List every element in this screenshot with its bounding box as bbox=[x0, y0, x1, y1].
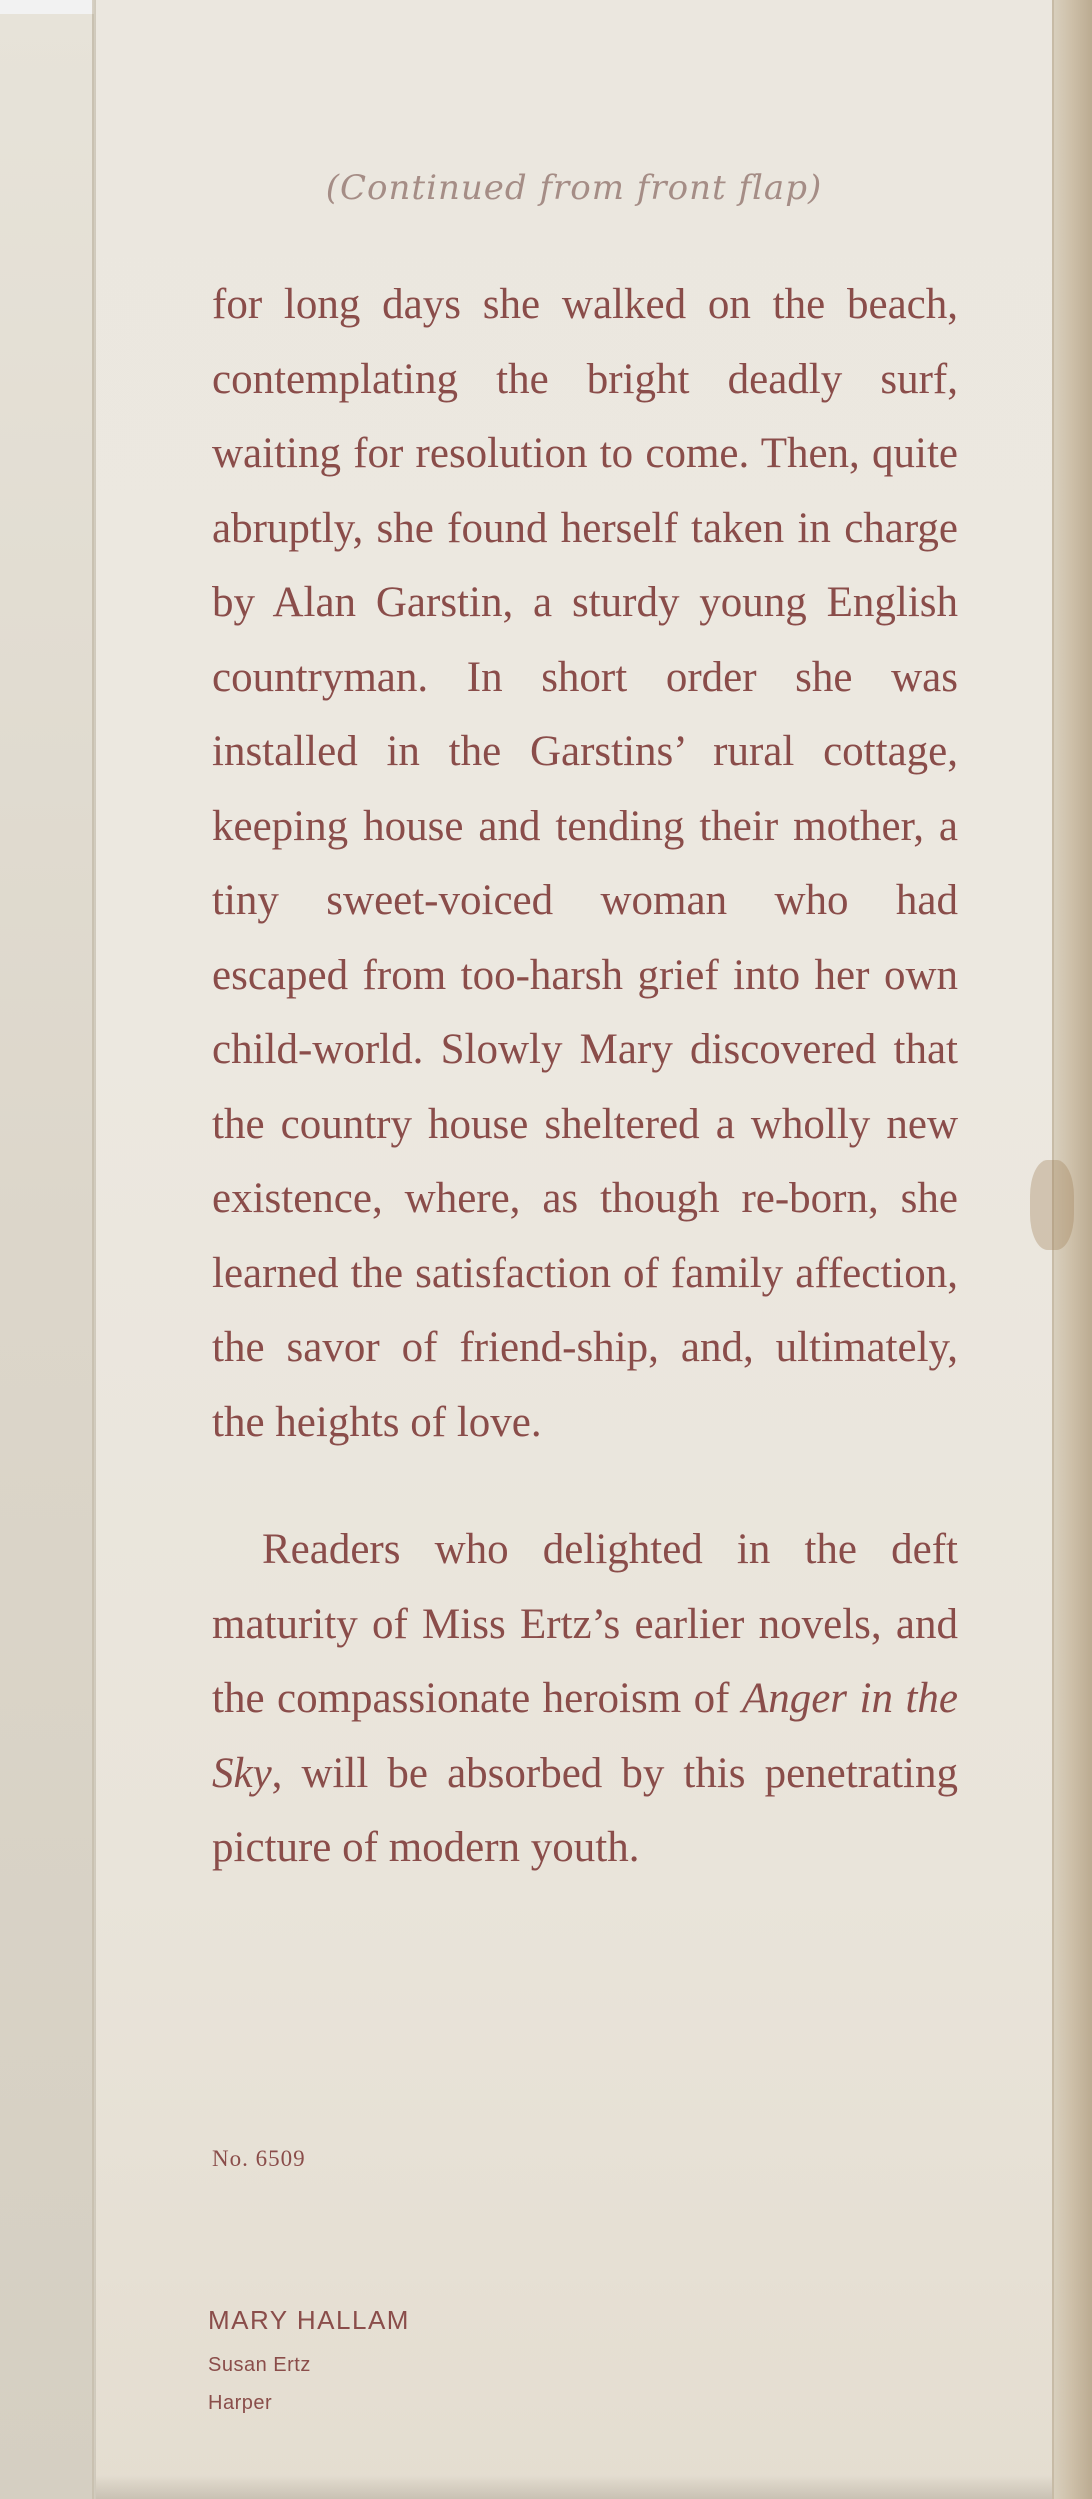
flap-paragraph-1: for long days she walked on the beach, contemplating the bright deadly surf, waiting for resolution to come. Then, quite abruptly, she found herself taken in charge by Alan Garstin, a sturdy young English countryman. In short order she was installed in the Garstins’ rural cottage, keeping house and tending their mother, a tiny sweet-voiced woman who had escaped from too-harsh grief into her own child-world. Slowly Mary discovered that the country house sheltered a wholly new existence, where, as though re-born, she learned the satisfaction of family affection, the savor of friend-ship, and, ultimately, the heights of love. bbox=[212, 281, 958, 1446]
imprint-publisher: Harper bbox=[208, 2392, 273, 2414]
flap-paragraph-2 bbox=[212, 1513, 958, 1886]
book-spine-edge bbox=[0, 14, 94, 2499]
imprint-book-title: MARY HALLAM bbox=[208, 2305, 410, 2335]
scan-border-strip bbox=[0, 0, 92, 15]
paper-stain bbox=[1030, 1160, 1074, 1250]
continued-note: (Continued from front flap) bbox=[325, 168, 823, 208]
paragraph-2-lead: Readers who delighted in the deft maturity of Miss Ertz’s earlier novels, and the compassionate heroism of bbox=[212, 1526, 958, 1722]
catalog-number: No. 6509 bbox=[212, 2146, 306, 2171]
page-bottom-shadow bbox=[96, 2475, 1052, 2499]
referenced-book-title: Anger in the Sky bbox=[212, 1675, 958, 1797]
imprint-author: Susan Ertz bbox=[208, 2354, 311, 2376]
flap-body-text bbox=[212, 268, 958, 1886]
imprint-block bbox=[208, 2294, 410, 2422]
paragraph-2-tail: , will be absorbed by this penetrating picture of modern youth. bbox=[212, 1749, 958, 1871]
